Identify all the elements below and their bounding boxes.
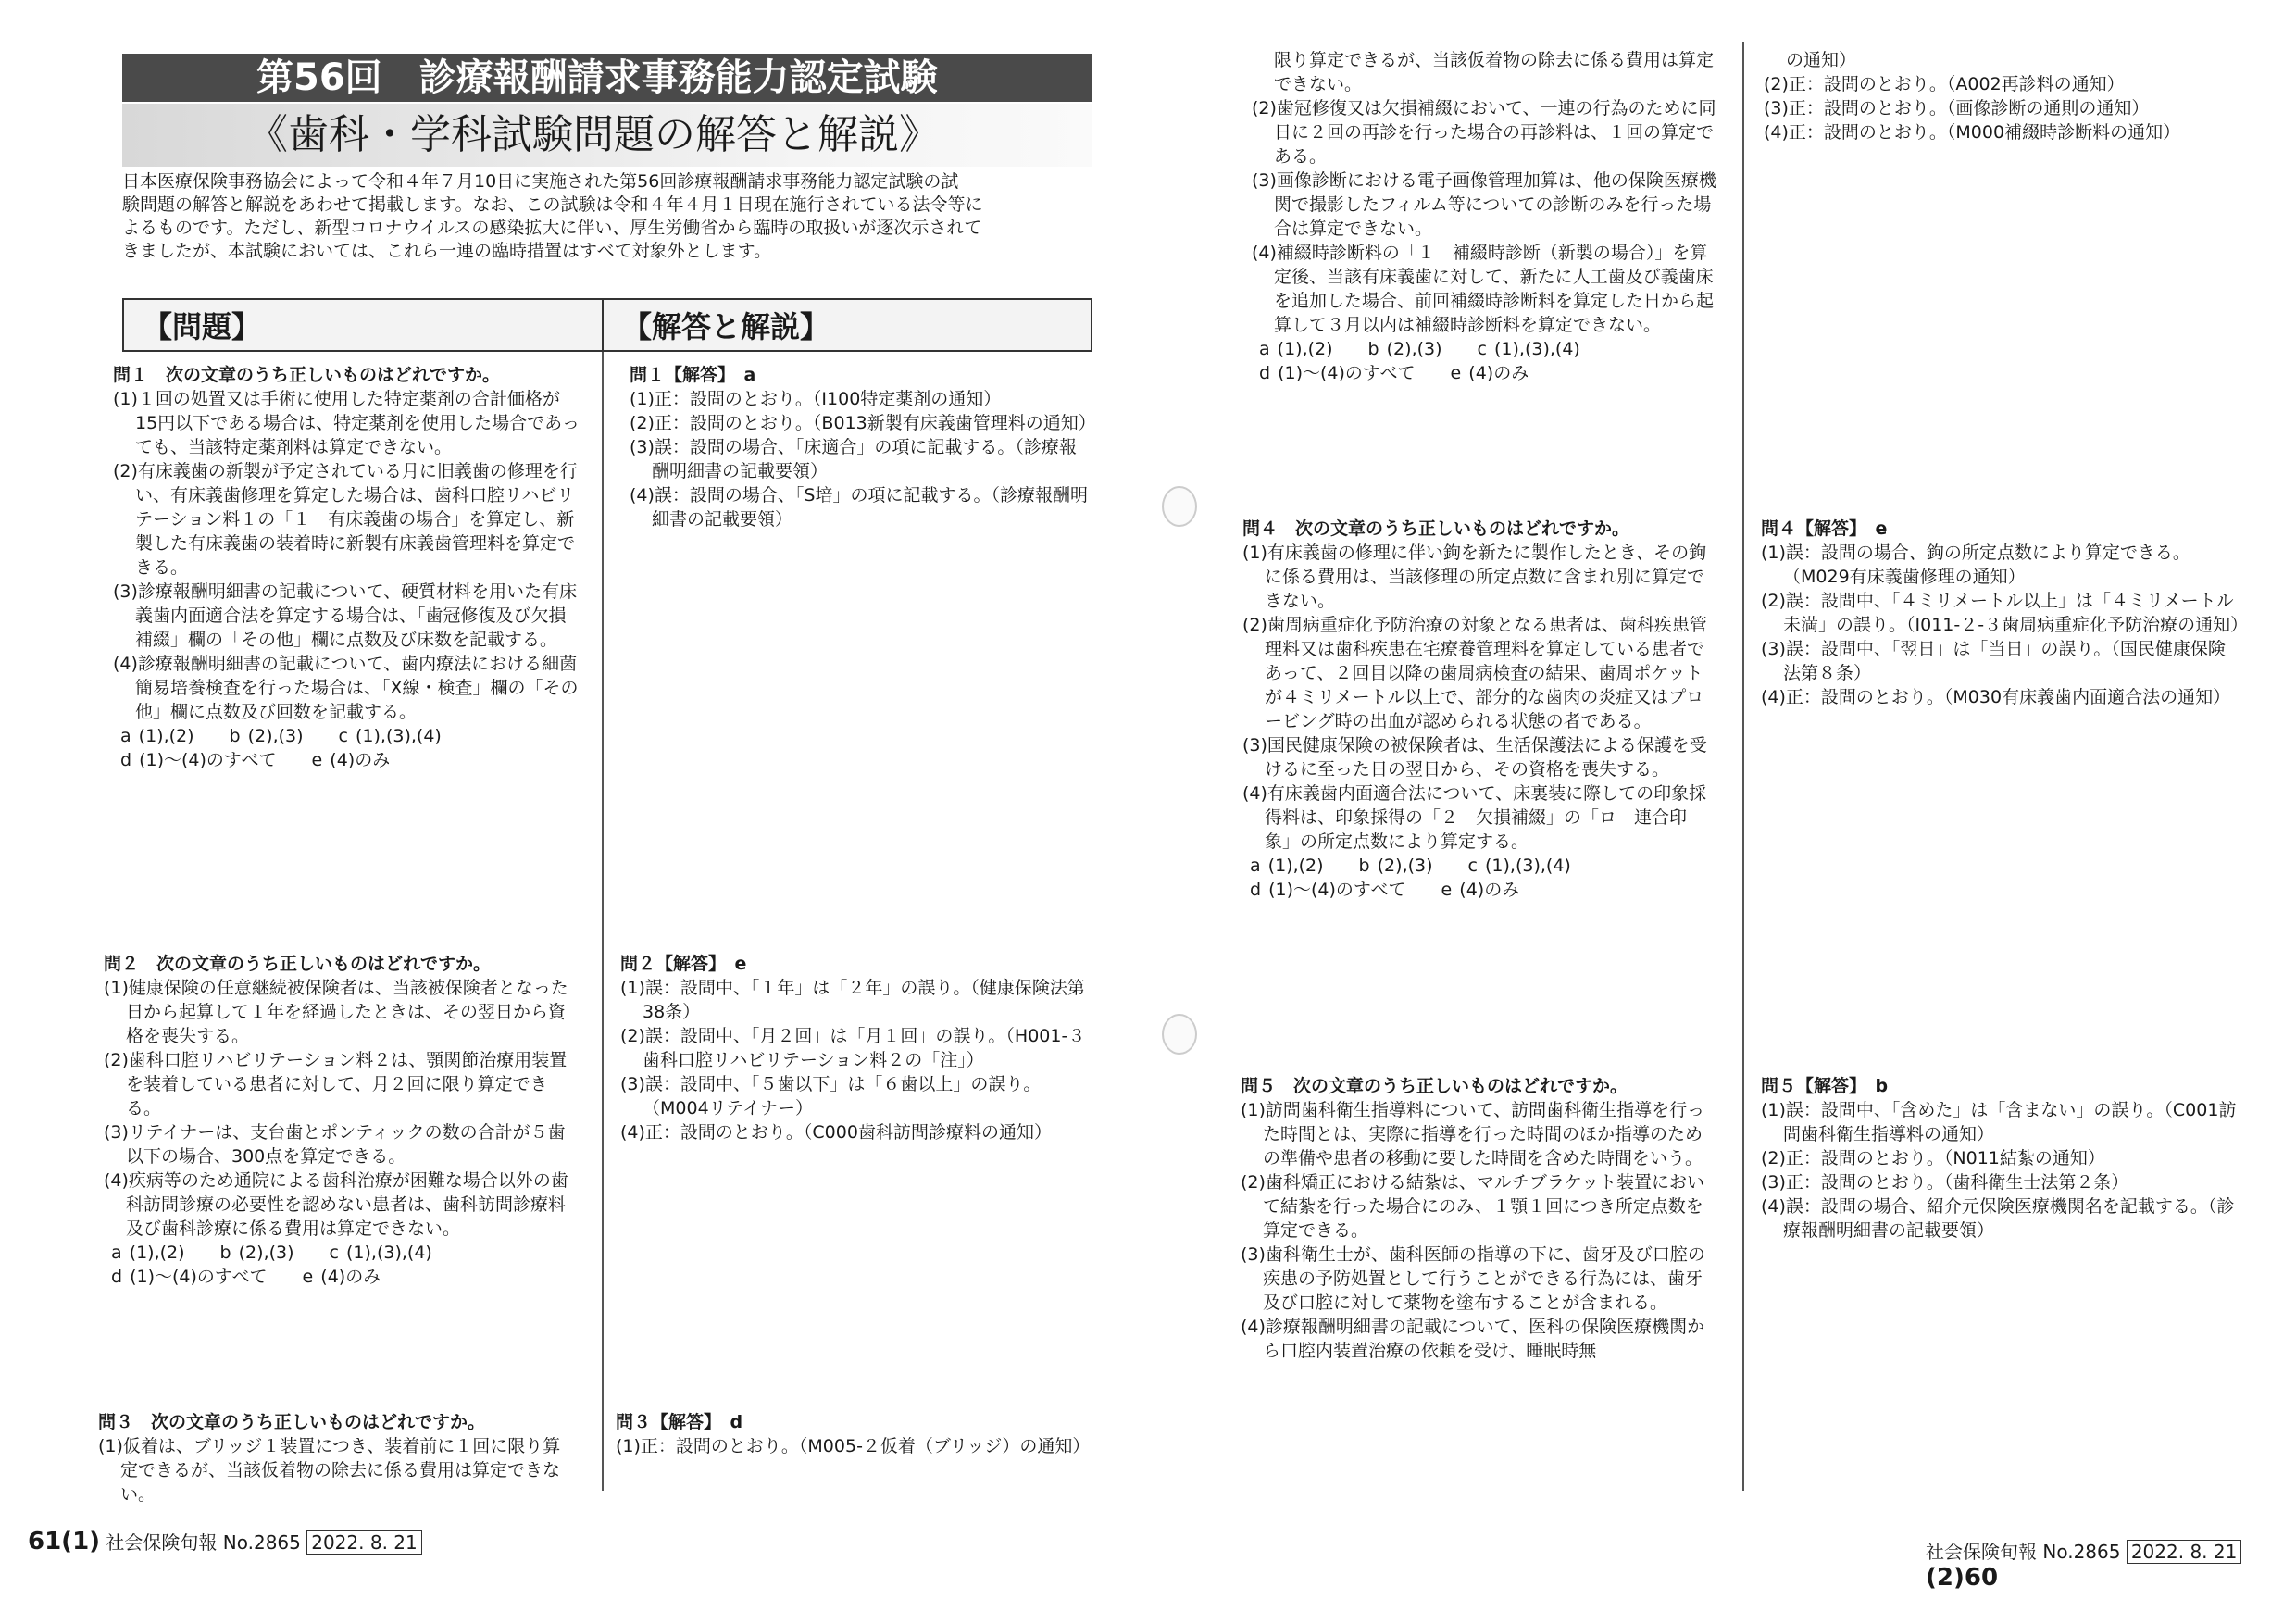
- answer-item: (1)正：設問のとおり。（I100特定薬剤の通知）: [630, 389, 1002, 409]
- answer-item: (1)誤：設問の場合、鉤の所定点数により算定できる。（M029有床義歯修理の通知）: [1761, 543, 2190, 587]
- answer-item: (3)正：設問のとおり。（画像診断の通則の通知）: [1764, 98, 2150, 119]
- question-title: 問３ 次の文章のうち正しいものはどれですか。: [98, 1412, 486, 1432]
- binder-ring: [1162, 486, 1197, 527]
- choices-line: a (1),(2) b (2),(3) c (1),(3),(4): [1250, 856, 1571, 876]
- answer-item: (2)正：設問のとおり。（A002再診料の通知）: [1764, 74, 2125, 94]
- question-item: (4)補綴時診断料の「１ 補綴時診断（新製の場合）」を算定後、当該有床義歯に対して、新たに人工歯及び義歯床を追加した場合、前回補綴時診断料を算定した日から起算して３月以内は補綴時診断料を算定できない。: [1252, 243, 1715, 335]
- answer-3: [616, 1410, 1091, 1458]
- choices-line: d (1)～(4)のすべて e (4)のみ: [120, 750, 391, 770]
- intro-line: 日本医療保険事務協会によって令和４年７月10日に実施された第56回診療報酬請求事務能力認定試験の試: [122, 171, 959, 192]
- question-2: [104, 952, 571, 1289]
- footer-left: [28, 1528, 422, 1555]
- question-3: [98, 1410, 566, 1505]
- answer-item: (4)正：設問のとおり。（M000補綴時診断料の通知）: [1764, 122, 2181, 143]
- answer-title: 問５【解答】 b: [1761, 1076, 1889, 1096]
- answer-header-label: 【解答と解説】: [622, 309, 830, 344]
- answer-item: の通知）: [1786, 50, 1857, 70]
- intro-line: きましたが、本試験においては、これら一連の臨時措置はすべて対象外とします。: [122, 241, 772, 261]
- question-item: (3)リテイナーは、支台歯とポンティックの数の合計が５歯以下の場合、300点を算定できる。: [104, 1122, 566, 1167]
- answer-item: (1)誤：設問中、「１年」は「２年」の誤り。（健康保険法第38条）: [620, 978, 1085, 1022]
- answer-item: (2)誤：設問中、「４ミリメートル以上」は「４ミリメートル未満」の誤り。（I011-２-３歯周病重症化予防治療の通知）: [1761, 591, 2249, 635]
- issue-number: No.2865: [222, 1531, 301, 1554]
- question-item: (1)仮着は、ブリッジ１装置につき、装着前に１回に限り算定できるが、当該仮着物の除去に係る費用は算定できない。: [98, 1436, 561, 1505]
- subtitle-bar: [122, 104, 1092, 167]
- question-item: (2)歯周病重症化予防治療の対象となる患者は、歯科疾患管理料又は歯科疾患在宅療養管理料を算定している患者であって、２回目以降の歯周病検査の結果、歯周ポケットが４ミリメートル以上で、部分的な歯肉の炎症又はプロービング時の出血が認められる状態の者である。: [1242, 615, 1707, 731]
- choices-line: d (1)～(4)のすべて e (4)のみ: [111, 1267, 381, 1287]
- answer-2: [620, 952, 1088, 1144]
- answer-item: (3)誤：設問中、「５歯以下」は「６歯以上」の誤り。（M004リテイナー）: [620, 1074, 1042, 1118]
- column-divider: [1742, 42, 1744, 1491]
- answer-item: (4)誤：設問の場合、「S培」の項に記載する。（診療報酬明細書の記載要領）: [630, 485, 1088, 530]
- binder-ring: [1162, 1014, 1197, 1055]
- answer-4: [1761, 517, 2249, 709]
- choices-line: a (1),(2) b (2),(3) c (1),(3),(4): [111, 1243, 432, 1263]
- title-bar: [122, 54, 1092, 102]
- question-title: 問４ 次の文章のうち正しいものはどれですか。: [1242, 518, 1630, 539]
- choices-line: d (1)～(4)のすべて e (4)のみ: [1250, 880, 1520, 900]
- answer-item: (2)正：設問のとおり。（B013新製有床義歯管理料の通知）: [630, 413, 1096, 433]
- page-title: 第56回 診療報酬請求事務能力認定試験: [256, 56, 938, 99]
- intro-line: 験問題の解答と解説をあわせて掲載します。なお、この試験は令和４年４月１日現在施行されている法令等に: [122, 194, 983, 215]
- question-title: 問２ 次の文章のうち正しいものはどれですか。: [104, 954, 492, 974]
- footer-right: [1926, 1537, 2296, 1592]
- question-3-continued: [1252, 48, 1719, 385]
- answer-1: [630, 363, 1096, 531]
- answer-item: (4)正：設問のとおり。（C000歯科訪問診療料の通知）: [620, 1122, 1052, 1143]
- question-item: (4)疾病等のため通院による歯科治療が困難な場合以外の歯科訪問診療の必要性を認めない患者は、歯科訪問診療料及び歯科診療に係る費用は算定できない。: [104, 1170, 568, 1239]
- page-number-left: 61(1): [28, 1528, 101, 1555]
- answer-title: 問１【解答】 a: [630, 365, 756, 385]
- question-title: 問５ 次の文章のうち正しいものはどれですか。: [1241, 1076, 1628, 1096]
- intro-text: [122, 170, 1094, 263]
- issue-date: 2022. 8. 21: [2127, 1540, 2242, 1564]
- question-title: 問１ 次の文章のうち正しいものはどれですか。: [113, 365, 501, 385]
- answer-item: (4)誤：設問の場合、紹介元保険医療機関名を記載する。（診療報酬明細書の記載要領）: [1761, 1196, 2235, 1241]
- question-item: (1)訪問歯科衛生指導料について、訪問歯科衛生指導を行った時間とは、実際に指導を行った時間のほか指導のための準備や患者の移動に要した時間を含めた時間をいう。: [1241, 1100, 1705, 1168]
- column-divider: [602, 352, 604, 1491]
- question-item: 限り算定できるが、当該仮着物の除去に係る費用は算定できない。: [1274, 50, 1715, 94]
- answer-title: 問４【解答】 e: [1761, 518, 1888, 539]
- question-item: (1)健康保険の任意継続被保険者は、当該被保険者となった日から起算して１年を経過したときは、その翌日から資格を喪失する。: [104, 978, 568, 1046]
- question-item: (2)歯科口腔リハビリテーション料２は、顎関節治療用装置を装着している患者に対して、月２回に限り算定できる。: [104, 1050, 568, 1118]
- question-item: (2)有床義歯の新製が予定されている月に旧義歯の修理を行い、有床義歯修理を算定した場合は、歯科口腔リハビリテーション料１の「１ 有床義歯の場合」を算定し、新製した有床義歯の装着時に新製有床義歯管理料を算定できる。: [113, 461, 578, 578]
- intro-line: よるものです。ただし、新型コロナウイルスの感染拡大に伴い、厚生労働省から臨時の取扱いが逐次示されて: [122, 218, 982, 238]
- question-item: (4)診療報酬明細書の記載について、歯内療法における細菌簡易培養検査を行った場合は、「X線・検査」欄の「その他」欄に点数及び回数を記載する。: [113, 654, 579, 722]
- question-item: (2)歯科矯正における結紮は、マルチブラケット装置において結紮を行った場合にのみ、１顎１回につき所定点数を算定できる。: [1241, 1172, 1704, 1241]
- choices-line: d (1)～(4)のすべて e (4)のみ: [1259, 363, 1529, 383]
- journal-name: 社会保険旬報: [1926, 1541, 2037, 1563]
- journal-name: 社会保険旬報: [106, 1531, 218, 1554]
- answer-5: [1761, 1074, 2242, 1243]
- question-item: (3)画像診断における電子画像管理加算は、他の保険医療機関で撮影したフィルム等についての診断のみを行った場合は算定できない。: [1252, 170, 1716, 239]
- answer-3-continued: [1764, 48, 2245, 144]
- question-item: (3)診療報酬明細書の記載について、硬質材料を用いた有床義歯内面適合法を算定する場合は、「歯冠修復及び欠損補綴」欄の「その他」欄に点数及び床数を記載する。: [113, 581, 578, 650]
- issue-number: No.2865: [2042, 1541, 2121, 1563]
- answer-title: 問３【解答】 d: [616, 1412, 743, 1432]
- question-item: (3)国民健康保険の被保険者は、生活保護法による保護を受けるに至った日の翌日から、その資格を喪失する。: [1242, 735, 1707, 780]
- answer-item: (1)誤：設問中、「含めた」は「含まない」の誤り。（C001訪問歯科衛生指導料の通知）: [1761, 1100, 2237, 1144]
- choices-line: a (1),(2) b (2),(3) c (1),(3),(4): [120, 726, 442, 746]
- answer-item: (2)正：設問のとおり。（N011結紮の通知）: [1761, 1148, 2105, 1168]
- answer-header: [602, 298, 1092, 352]
- answer-item: (3)誤：設問中、「翌日」は「当日」の誤り。（国民健康保険法第８条）: [1761, 639, 2226, 683]
- answer-item: (2)誤：設問中、「月２回」は「月１回」の誤り。（H001-３ 歯科口腔リハビリテーション料２の「注」）: [620, 1026, 1086, 1070]
- question-item: (2)歯冠修復又は欠損補綴において、一連の行為のために同日に２回の再診を行った場合の再診料は、１回の算定である。: [1252, 98, 1716, 167]
- answer-title: 問２【解答】 e: [620, 954, 747, 974]
- question-1: [113, 363, 580, 772]
- question-item: (1)１回の処置又は手術に使用した特定薬剤の合計価格が15円以下である場合は、特定薬剤を使用した場合であっても、当該特定薬剤料は算定できない。: [113, 389, 580, 457]
- answer-item: (1)正：設問のとおり。（M005-２仮着（ブリッジ）の通知）: [616, 1436, 1091, 1456]
- question-5: [1241, 1074, 1708, 1363]
- problem-header: [122, 298, 604, 352]
- problem-header-label: 【問題】: [143, 309, 262, 344]
- answer-item: (3)正：設問のとおり。（歯科衛生士法第２条）: [1761, 1172, 2129, 1193]
- answer-item: (4)正：設問のとおり。（M030有床義歯内面適合法の通知）: [1761, 687, 2231, 707]
- choices-line: a (1),(2) b (2),(3) c (1),(3),(4): [1259, 339, 1580, 359]
- question-item: (4)診療報酬明細書の記載について、医科の保険医療機関から口腔内装置治療の依頼を受け、睡眠時無: [1241, 1317, 1705, 1361]
- page-subtitle: 《歯科・学科試験問題の解答と解説》: [247, 111, 940, 158]
- question-item: (3)歯科衛生士が、歯科医師の指導の下に、歯牙及び口腔の疾患の予防処置として行うことができる行為には、歯牙及び口腔に対して薬物を塗布することが含まれる。: [1241, 1244, 1705, 1313]
- question-item: (1)有床義歯の修理に伴い鉤を新たに製作したとき、その鉤に係る費用は、当該修理の所定点数に含まれ別に算定できない。: [1242, 543, 1707, 611]
- page-number-right: (2)60: [1926, 1564, 1999, 1592]
- question-item: (4)有床義歯内面適合法について、床裏装に際しての印象採得料は、印象採得の「２ 欠損補綴」の「ロ 連合印象」の所定点数により算定する。: [1242, 783, 1707, 852]
- issue-date: 2022. 8. 21: [306, 1530, 422, 1555]
- question-4: [1242, 517, 1710, 902]
- answer-item: (3)誤：設問の場合、「床適合」の項に記載する。（診療報酬明細書の記載要領）: [630, 437, 1077, 481]
